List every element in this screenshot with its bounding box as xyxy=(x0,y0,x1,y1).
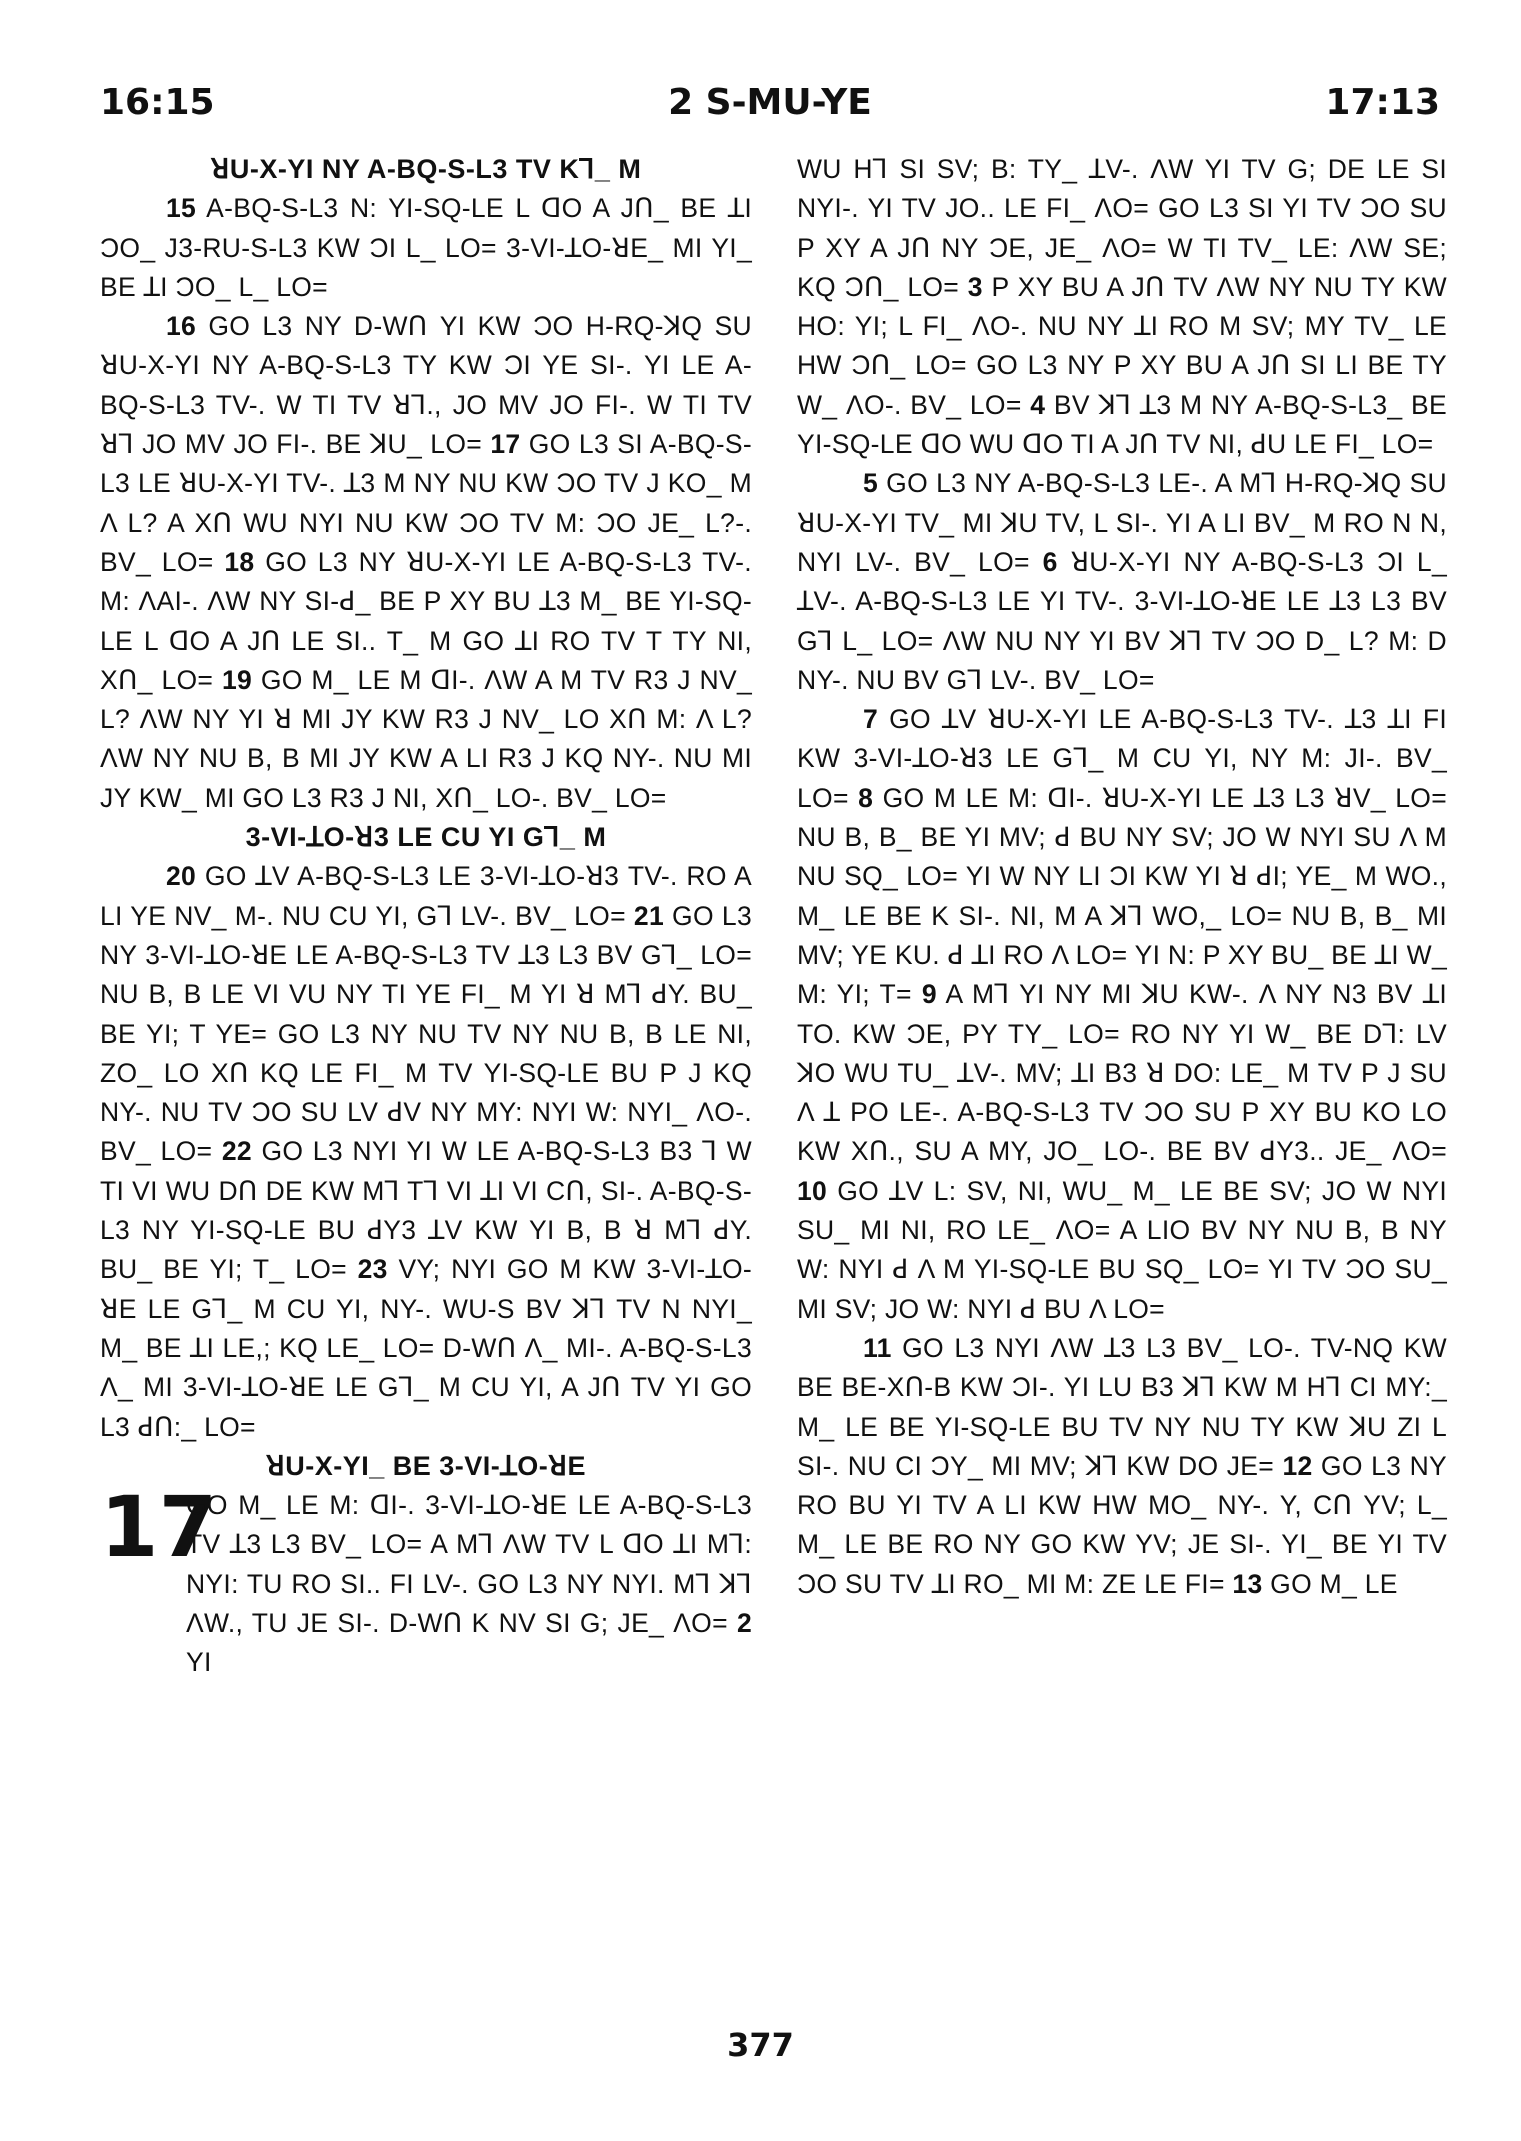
verse-number: 18 xyxy=(224,546,255,577)
header-verse-end: 17:13 xyxy=(1325,82,1440,123)
section-heading: ꓤU-X-YI_ BE 3-VI-ꓕO-ꓤE xyxy=(265,1450,587,1481)
verse-text: GO ꓕV L: SV, NI, WU_ M_ LE BE SV; JO W NYI SU_ MI NI, RO LE_ ΛO= A LIO BV NY NU B, B NY W: NYI ꓒ Λ M YI-SQ-LE BU SQ_ LO= YI TV ƆO SU_ MI SV; JO W: NYI ꓒ BU Λ LO= xyxy=(797,1175,1447,1324)
verse-text: GO M_ LE xyxy=(1270,1568,1398,1599)
verse-text: VY; NYI GO M KW 3-VI-ꓕO-ꓤE LE G⅂_ M CU YI, NY-. WU-S BV ꓘ⅂ TV N NYI_ M_ BE ꓕI LE,; KQ LE_ LO= D-WՈ Λ_ MI-. A-BQ-S-L3 Λ_ MI 3-VI-ꓕO-ꓤE LE G⅂_ M CU YI, A JՈ TV YI GO L3 ꓒՈ:_ LO= xyxy=(100,1254,752,1442)
verse-text: GO L3 NY 3-VI-ꓕO-ꓤE LE A-BQ-S-L3 TV ꓕ3 L3 BV G⅂_ LO= NU B, B LE VI VU NY TI YE FI_ M YI ꓤ M⅂ ꓒY. BU_ BE YI; T YE= GO L3 NY NU TV NY NU B, B LE NI, ZO_ LO XՈ KQ LE FI_ M TV YI-SQ-LE BU P J KQ NY-. NU TV ƆO SU LV ꓒV NY MY: NYI W: NYI_ ΛO-. BV_ LO= xyxy=(100,900,752,1167)
header-book-title: 2 S-MU-YE xyxy=(668,82,872,123)
verse-text: GO M_ LE M ꓷI-. ΛW A M TV R3 J NV_ L? ΛW NY YI ꓤ MI JY KW R3 J NV_ LO XՈ M: Λ L? ΛW NY NU B, B MI JY KW A LI R3 J KQ NY-. NU MI JY KW_ MI GO L3 R3 J NI, XՈ_ LO-. BV_ LO= xyxy=(100,664,752,813)
section-heading: 3-VI-ꓕO-ꓤ3 LE CU YI G⅂_ M xyxy=(245,822,607,853)
verse-number: 17 xyxy=(490,429,521,460)
verse-number: 21 xyxy=(633,900,664,931)
paragraph xyxy=(186,1486,752,1682)
verse-text: ꓤU-X-YI NY A-BQ-S-L3 ƆI L_ ꓕV-. A-BQ-S-L3 LE YI TV-. 3-VI-ꓕO-ꓤE LE ꓕ3 L3 BV G⅂ L_ LO= ΛW NU NY YI BV ꓘ⅂ TV ƆO D_ L? M: D NY-. NU BV G⅂ LV-. BV_ LO= xyxy=(797,546,1447,695)
verse-number: 16 xyxy=(166,311,197,342)
verse-number: 7 xyxy=(863,704,879,735)
verse-number: 12 xyxy=(1282,1450,1313,1481)
paragraph xyxy=(100,307,752,818)
verse-text: A M⅂ YI NY MI ꓘU KW-. Λ NY N3 BV ꓕI TO. KW ƆE, PY TY_ LO= RO NY YI W_ BE D⅂: LV ꓘO WU TU_ ꓕV-. MV; ꓕI B3 ꓤ DO: LE_ M TV P J SU Λ ꓕ PO LE-. A-BQ-S-L3 TV ƆO SU P XY BU KO LO KW XՈ., SU A MY, JO_ LO-. BE BV ꓒY3.. JE_ ΛO= xyxy=(797,979,1447,1167)
verse-text: GO L3 NY A-BQ-S-L3 LE-. A M⅂ H-RQ-ꓘQ SU ꓤU-X-YI TV_ MI ꓘU TV, L SI-. YI A LI BV_ M RO N N, NYI LV-. BV_ LO= xyxy=(797,468,1447,577)
verse-number: 15 xyxy=(166,193,197,224)
verse-number: 13 xyxy=(1232,1568,1263,1599)
right-column xyxy=(797,150,1447,1604)
verse-text: YI xyxy=(186,1647,212,1678)
left-column xyxy=(100,150,752,1683)
verse-number: 10 xyxy=(797,1175,828,1206)
verse-text: GO L3 NYI YI W LE A-BQ-S-L3 B3 ⅂ W TI VI WU DՈ DE KW M⅂ T⅂ VI ꓕI VI CՈ, SI-. A-BQ-S-L3 NY YI-SQ-LE BU ꓒY3 ꓕV KW YI B, B ꓤ M⅂ ꓒY. BU_ BE YI; T_ LO= xyxy=(100,1136,752,1285)
verse-text: GO ꓕV ꓤU-X-YI LE A-BQ-S-L3 TV-. ꓕ3 ꓕI FI KW 3-VI-ꓕO-ꓤ3 LE G⅂_ M CU YI, NY M: JI-. BV_ LO= xyxy=(797,704,1447,813)
verse-number: 2 xyxy=(736,1607,752,1638)
verse-text: BV ꓘ⅂ ꓕ3 M NY A-BQ-S-L3_ BE YI-SQ-LE ꓷO WU ꓷO TI A JՈ TV NI, ꓒU LE FI_ LO= xyxy=(797,389,1447,460)
verse-number: 4 xyxy=(1030,389,1046,420)
paragraph xyxy=(797,1329,1447,1604)
verse-text: GO M LE M: ꓷI-. ꓤU-X-YI LE ꓕ3 L3 ꓤV_ LO= NU B, B_ BE YI MV; ꓒ BU NY SV; JO W NYI SU Λ M NU SQ_ LO= YI W NY LI ƆI KW YI ꓤ ꓒI; YE_ M WO., M_ LE BE K SI-. NI, M A ꓘ⅂ WO,_ LO= NU B, B_ MI MV; YE KU. ꓒ ꓕI RO Λ LO= YI N: P XY BU_ BE ꓕI W_ M: YI; T= xyxy=(797,782,1447,1010)
verse-number: 9 xyxy=(921,979,937,1010)
verse-text: GO M_ LE M: ꓷI-. 3-VI-ꓕO-ꓤE LE A-BQ-S-L3 TV ꓕ3 L3 BV_ LO= A M⅂ ΛW TV L ꓷO ꓕI M⅂: NYI: TU RO SI.. FI LV-. GO L3 NY NYI. M⅂ ꓘ⅂ ΛW., TU JE SI-. D-WՈ K NV SI G; JE_ ΛO= xyxy=(186,1490,752,1638)
verse-number: 11 xyxy=(863,1332,892,1363)
verse-number: 22 xyxy=(221,1136,252,1167)
page-header xyxy=(100,82,1440,132)
paragraph xyxy=(100,857,752,1446)
chapter-number: 17 xyxy=(100,1478,218,1577)
verse-text: A-BQ-S-L3 N: YI-SQ-LE L ꓷO A JՈ_ BE ꓕI ƆO_ J3-RU-S-L3 KW ƆI L_ LO= 3-VI-ꓕO-ꓤE_ MI YI_ BE ꓕI ƆO_ L_ LO= xyxy=(100,193,753,302)
verse-number: 8 xyxy=(858,782,874,813)
page-number: 377 xyxy=(727,2026,794,2064)
verse-text: P XY BU A JՈ TV ΛW NY NU TY KW HO: YI; L FI_ ΛO-. NU NY ꓕI RO M SV; MY TV_ LE HW ƆՈ_ LO= GO L3 NY P XY BU A JՈ SI LI BE TY W_ ΛO-. BV_ LO= xyxy=(797,271,1447,420)
verse-text: GO ꓕV A-BQ-S-L3 LE 3-VI-ꓕO-ꓤ3 TV-. RO A LI YE NV_ M-. NU CU YI, G⅂ LV-. BV_ LO= xyxy=(100,861,752,931)
verse-text: GO L3 SI A-BQ-S-L3 LE ꓤU-X-YI TV-. ꓕ3 M NY NU KW ƆO TV J KO_ M Λ L? A XՈ WU NYI NU KW ƆO TV M: ƆO JE_ L?-. BV_ LO= xyxy=(100,429,752,577)
paragraph xyxy=(797,150,1447,464)
header-verse-start: 16:15 xyxy=(100,82,215,123)
verse-text: GO L3 NY ꓤU-X-YI LE A-BQ-S-L3 TV-. M: ΛAI-. ΛW NY SI-ꓒ_ BE P XY BU ꓕ3 M_ BE YI-SQ-LE L ꓷO A JՈ LE SI.. T_ M GO ꓕI RO TV T TY NI, XՈ_ LO= xyxy=(100,546,752,695)
verse-text: GO L3 NY RO BU YI TV A LI KW HW MO_ NY-. Y, CՈ YV; L_ M_ LE BE RO NY GO KW YV; JE SI-. YI_ BE YI TV ƆO SU TV ꓕI RO_ MI M: ZE LE FI= xyxy=(797,1450,1448,1599)
paragraph xyxy=(797,464,1447,700)
verse-number: 5 xyxy=(863,468,879,499)
paragraph xyxy=(797,700,1447,1329)
chapter-start xyxy=(100,1478,752,1682)
verse-number: 19 xyxy=(221,664,253,695)
verse-number: 23 xyxy=(357,1254,388,1285)
verse-number: 3 xyxy=(967,271,983,302)
paragraph xyxy=(100,189,752,307)
verse-text: WU H⅂ SI SV; B: TY_ ꓕV-. ΛW YI TV G; DE LE SI NYI-. YI TV JO.. LE FI_ ΛO= GO L3 SI YI TV ƆO SU P XY A JՈ NY ƆE, JE_ ΛO= W TI TV_ LE: ΛW SE; KQ ƆՈ_ LO= xyxy=(797,154,1447,302)
verse-number: 6 xyxy=(1042,546,1058,577)
section-heading: ꓤU-X-YI NY A-BQ-S-L3 TV K⅂_ M xyxy=(210,154,642,184)
verse-number: 20 xyxy=(166,861,197,892)
verse-text: GO L3 NY D-WՈ YI KW ƆO H-RQ-ꓘQ SU ꓤU-X-YI NY A-BQ-S-L3 TY KW ƆI YE SI-. YI LE A-BQ-S-L3 TV-. W TI TV ꓤ⅂., JO MV JO FI-. W TI TV ꓤ⅂ JO MV JO FI-. BE ꓘU_ LO= xyxy=(100,311,752,460)
verse-text: GO L3 NYI ΛW ꓕ3 L3 BV_ LO-. TV-NQ KW BE BE-XՈ-B KW ƆI-. YI LU B3 ꓘ⅂ KW M H⅂ CI MY:_ M_ LE BE YI-SQ-LE BU TV NY NU TY KW ꓘU ZI L SI-. NU CI ƆY_ MI MV; ꓘ⅂ KW DO JE= xyxy=(797,1332,1447,1481)
